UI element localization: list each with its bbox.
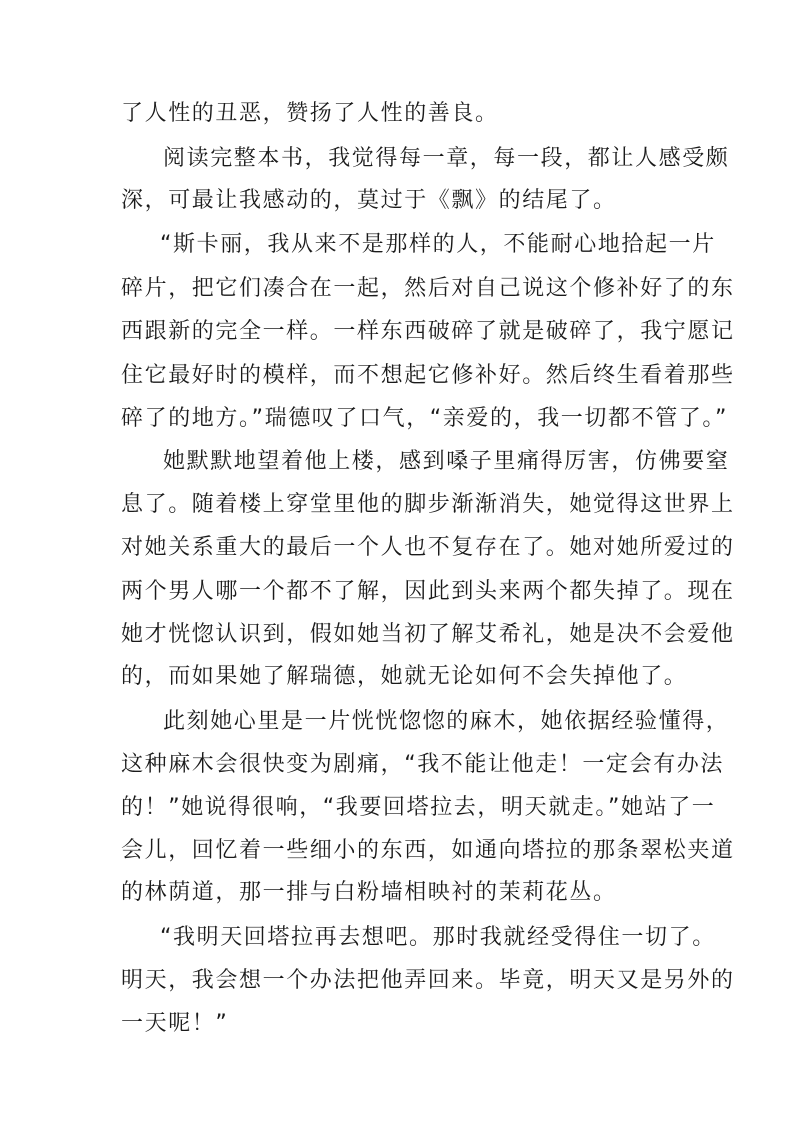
text-line-18: 会儿，回忆着一些细小的东西，如通向塔拉的那条翠松夹道 (121, 838, 735, 863)
text-line-4: “斯卡丽，我从来不是那样的人，不能耐心地拾起一片 (160, 232, 716, 257)
text-line-12: 两个男人哪一个都不了解，因此到头来两个都失掉了。现在 (121, 579, 735, 604)
text-line-22: 一天呢！” (121, 1011, 229, 1036)
text-line-5: 碎片，把它们凑合在一起，然后对自己说这个修补好了的东 (121, 276, 735, 301)
text-line-9: 她默默地望着他上楼，感到嗓子里痛得厉害，仿佛要窒 (163, 449, 730, 474)
text-line-2: 阅读完整本书，我觉得每一章，每一段，都让人感受颇 (163, 146, 730, 171)
text-line-15: 此刻她心里是一片恍恍惚惚的麻木，她依据经验懂得， (163, 709, 730, 734)
text-line-6: 西跟新的完全一样。一样东西破碎了就是破碎了，我宁愿记 (121, 319, 735, 344)
text-line-1: 了人性的丑恶，赞扬了人性的善良。 (121, 101, 499, 126)
text-line-19: 的林荫道，那一排与白粉墙相映衬的茉莉花丛。 (121, 880, 617, 905)
text-line-10: 息了。随着楼上穿堂里他的脚步渐渐消失，她觉得这世界上 (121, 492, 735, 517)
text-line-13: 她才恍惚认识到，假如她当初了解艾希礼，她是决不会爱他 (121, 622, 735, 647)
text-line-20: “我明天回塔拉再去想吧。那时我就经受得住一切了。 (160, 925, 716, 950)
text-line-7: 住它最好时的模样，而不想起它修补好。然后终生看着那些 (121, 363, 735, 388)
text-line-17: 的！”她说得很响，“我要回塔拉去，明天就走。”她站了一 (121, 795, 716, 820)
text-line-21: 明天，我会想一个办法把他弄回来。毕竟，明天又是另外的 (121, 968, 735, 993)
text-line-3: 深，可最让我感动的，莫过于《飘》的结尾了。 (121, 188, 617, 213)
text-line-16: 这种麻木会很快变为剧痛，“我不能让他走！一定会有办法 (121, 752, 724, 777)
text-line-14: 的，而如果她了解瑞德，她就无论如何不会失掉他了。 (121, 664, 688, 689)
text-line-11: 对她关系重大的最后一个人也不复存在了。她对她所爱过的 (121, 535, 735, 560)
text-line-8: 碎了的地方。”瑞德叹了口气，“亲爱的，我一切都不管了。” (121, 406, 728, 431)
